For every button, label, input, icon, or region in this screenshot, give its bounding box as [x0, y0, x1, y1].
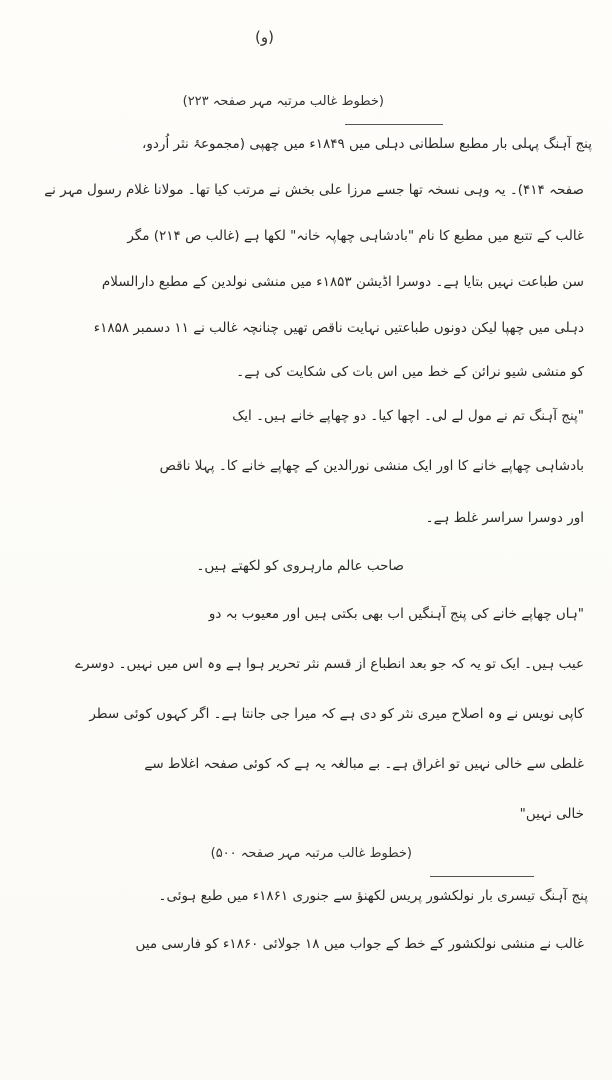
- quote-line: "ہاں چھاپے خانے کی پنج آہنگیں اب بھی بکتی ہیں اور معیوب بہ دو: [208, 606, 584, 622]
- text-line: پنج آہنگ پہلی بار مطبع سلطانی دہلی میں ۱۸۴۹ء میں چھپی (مجموعۂ نثر اُردو،: [142, 136, 592, 152]
- heading-underline: [345, 124, 443, 125]
- text-line: دہلی میں چھپا لیکن دونوں طباعتیں نہایت ناقص تھیں چنانچہ غالب نے ۱۱ دسمبر ۱۸۵۸ء: [93, 320, 584, 336]
- reference-heading-2: (خطوط غالب مرتبہ مہر صفحہ ۵۰۰): [210, 846, 412, 861]
- quote-line: "پنج آہنگ تم نے مول لے لی۔ اچھا کیا۔ دو چھاپے خانے ہیں۔ ایک: [232, 408, 584, 424]
- text-line: سن طباعت نہیں بتایا ہے۔ دوسرا اڈیشن ۱۸۵۳ء میں منشی نولدین کے مطبع دارالسلام: [101, 274, 584, 290]
- heading-underline: [430, 876, 534, 877]
- quote-line: خالی نہیں": [519, 806, 584, 822]
- quote-line: اور دوسرا سراسر غلط ہے۔: [425, 510, 584, 526]
- quote-line: عیب ہیں۔ ایک تو یہ کہ جو بعد انطباع از قسم نثر تحریر ہوا ہے وہ اس میں نہیں۔ دوسرے: [75, 656, 584, 672]
- quote-line: کاپی نویس نے وہ اصلاح میری نثر کو دی ہے کہ میرا جی جانتا ہے۔ اگر کہوں کوئی سطر: [89, 706, 584, 722]
- quote-line: غلطی سے خالی نہیں تو اغراق ہے۔ بے مبالغہ یہ ہے کہ کوئی صفحہ اغلاط سے: [144, 756, 584, 772]
- page-number: (و): [255, 28, 274, 46]
- reference-heading-1: (خطوط غالب مرتبہ مہر صفحہ ۲۲۳): [182, 94, 384, 109]
- text-line: کو منشی شیو نرائن کے خط میں اس بات کی شکایت کی ہے۔: [236, 364, 584, 380]
- text-line: صاحب عالم مارہروی کو لکھتے ہیں۔: [196, 558, 404, 574]
- text-line: غالب نے منشی نولکشور کے خط کے جواب میں ۱۸ جولائی ۱۸۶۰ء کو فارسی میں: [135, 936, 584, 952]
- quote-line: بادشاہی چھاپے خانے کا اور ایک منشی نورالدین کے چھاپے خانے کا۔ پہلا ناقص: [159, 458, 584, 474]
- text-line: غالب کے تتبع میں مطبع کا نام "بادشاہی چھاپہ خانہ" لکھا ہے (غالب ص ۲۱۴) مگر: [127, 228, 584, 244]
- text-line: پنج آہنگ تیسری بار نولکشور پریس لکھنؤ سے جنوری ۱۸۶۱ء میں طبع ہوئی۔: [158, 888, 588, 904]
- text-line: صفحہ ۴۱۴)۔ یہ وہی نسخہ تھا جسے مرزا علی بخش نے مرتب کیا تھا۔ مولانا غلام رسول مہر نے: [44, 182, 584, 198]
